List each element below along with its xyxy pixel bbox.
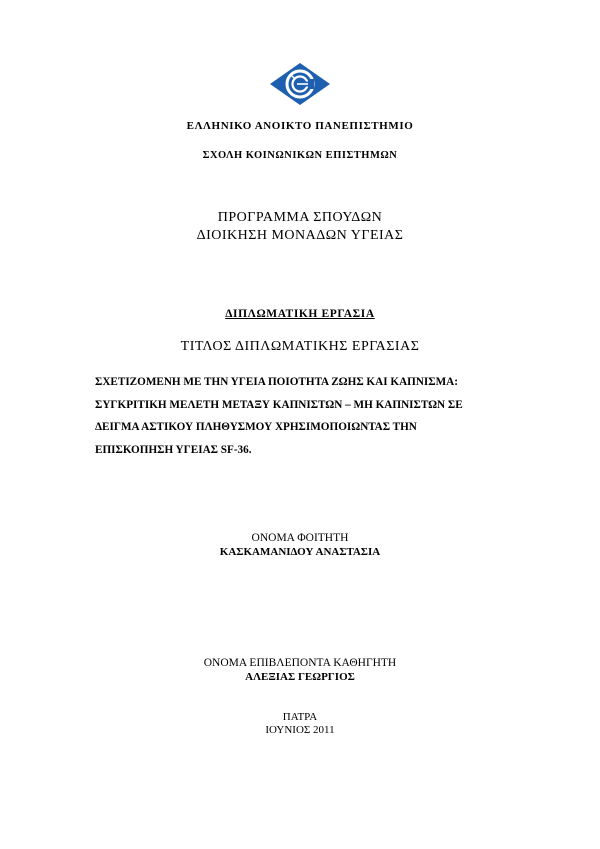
- thesis-title-label: ΤΙΤΛΟΣ ΔΙΠΛΩΜΑΤΙΚΗΣ ΕΡΓΑΣΙΑΣ: [180, 339, 420, 354]
- supervisor-name: ΑΛΕΞΙΑΣ ΓΕΩΡΓΙΟΣ: [245, 671, 355, 683]
- thesis-title-line: ΣΥΓΚΡΙΤΙΚΗ ΜΕΛΕΤΗ ΜΕΤΑΞΥ ΚΑΠΝΙΣΤΩΝ – ΜΗ ΚΑΠΝΙΣΤΩΝ ΣΕ: [95, 398, 463, 411]
- program-name: ΔΙΟΙΚΗΣΗ ΜΟΝΑΔΩΝ ΥΓΕΙΑΣ: [196, 228, 404, 243]
- thesis-title-line: ΣΧΕΤΙΖΟΜΕΝΗ ΜΕ ΤΗΝ ΥΓΕΙΑ ΠΟΙΟΤΗΤΑ ΖΩΗΣ ΚΑΙ ΚΑΠΝΙΣΜΑ:: [95, 376, 458, 388]
- program-label: ΠΡΟΓΡΑΜΜΑ ΣΠΟΥΔΩΝ: [217, 210, 383, 225]
- thesis-type-heading: ΔΙΠΛΩΜΑΤΙΚΗ ΕΡΓΑΣΙΑ: [225, 308, 375, 320]
- student-name: ΚΑΣΚΑΜΑΝΙΔΟΥ ΑΝΑΣΤΑΣΙΑ: [219, 546, 381, 558]
- student-label: ΟΝΟΜΑ ΦΟΙΤΗΤΗ: [251, 532, 349, 544]
- school-name: ΣΧΟΛΗ ΚΟΙΝΩΝΙΚΩΝ ΕΠΙΣΤΗΜΩΝ: [202, 150, 398, 161]
- city: ΠΑΤΡΑ: [282, 711, 318, 723]
- thesis-title: [95, 371, 515, 461]
- thesis-title-line: ΕΠΙΣΚΟΠΗΣΗ ΥΓΕΙΑΣ SF-36.: [95, 443, 252, 456]
- university-logo-icon: [270, 63, 330, 105]
- date: ΙΟΥΝΙΟΣ 2011: [265, 724, 335, 736]
- supervisor-label: ΟΝΟΜΑ ΕΠΙΒΛΕΠΟΝΤΑ ΚΑΘΗΓΗΤΗ: [203, 657, 397, 669]
- thesis-title-line: ΔΕΙΓΜΑ ΑΣΤΙΚΟΥ ΠΛΗΘΥΣΜΟΥ ΧΡΗΣΙΜΟΠΟΙΩΝΤΑΣ ΤΗΝ: [95, 421, 417, 433]
- university-name: ΕΛΛΗΝΙΚΟ ΑΝΟΙΚΤΟ ΠΑΝΕΠΙΣΤΗΜΙΟ: [186, 120, 414, 132]
